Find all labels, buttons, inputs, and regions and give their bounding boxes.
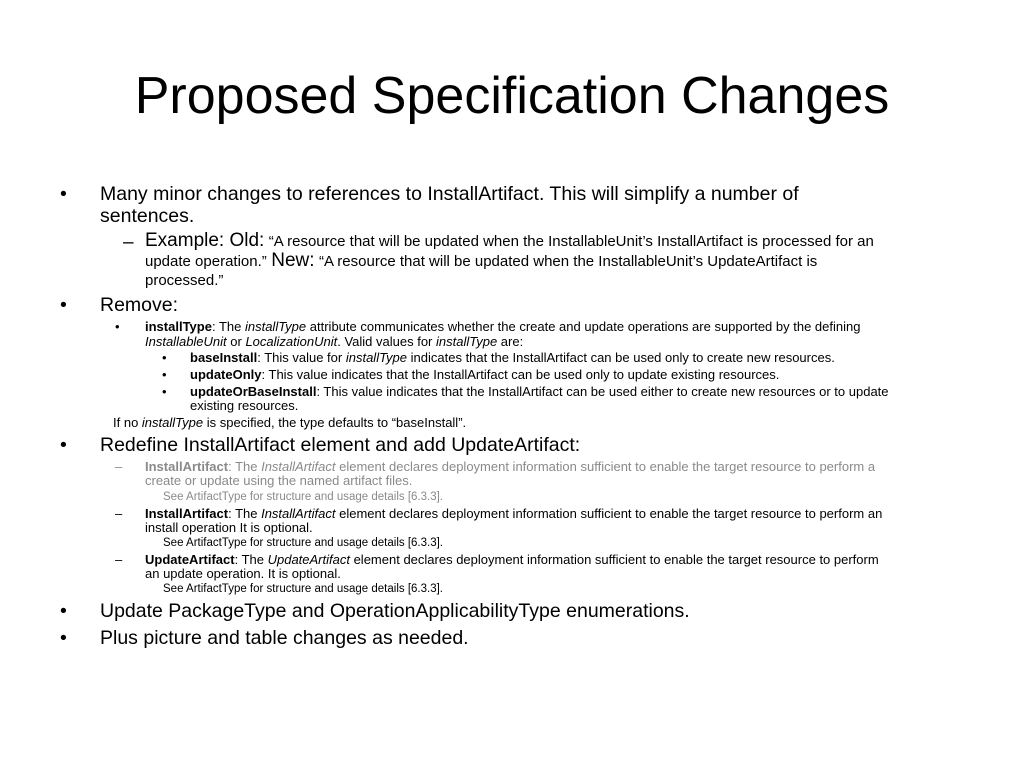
install-type-t1i: installType bbox=[244, 319, 307, 334]
install-type-t5i: LocalizationUnit bbox=[245, 334, 338, 349]
def-ai: UpdateArtifact bbox=[267, 552, 350, 567]
install-type-t8: are: bbox=[497, 334, 524, 349]
def-3-line-2: an update operation. It is optional. bbox=[145, 566, 341, 581]
slide-title: Proposed Specification Changes bbox=[134, 67, 890, 125]
install-type-t7i: installType bbox=[436, 334, 498, 349]
def-term: InstallArtifact bbox=[145, 506, 229, 521]
def-b: element declares deployment information sufficient to enable the target resource to perform bbox=[349, 552, 879, 567]
default-note bbox=[113, 415, 466, 431]
default-a: If no bbox=[113, 415, 142, 430]
def-1-see: See ArtifactType for structure and usage details [6.3.3]. bbox=[163, 491, 443, 503]
def-term: InstallArtifact bbox=[145, 459, 229, 474]
value-bullet-1: • bbox=[162, 350, 167, 365]
example-line-2 bbox=[145, 250, 817, 272]
example-old-label: Example: Old: bbox=[145, 230, 265, 251]
install-type-t2: attribute communicates whether the create and update operations are supported by the defining bbox=[306, 319, 861, 334]
example-new-text-1: “A resource that will be updated when the InstallableUnit’s UpdateArtifact is bbox=[318, 253, 818, 270]
def-3-dash: – bbox=[115, 552, 123, 567]
value-b: indicates that the InstallArtifact can be used only to create new resources. bbox=[407, 350, 835, 365]
example-new-text-2: processed.” bbox=[145, 272, 224, 289]
default-i: installType bbox=[141, 415, 204, 430]
value-a: : This value indicates that the InstallArtifact can be used either to create new resources or to update bbox=[316, 384, 889, 399]
install-type-line-2 bbox=[145, 334, 523, 350]
def-ai: InstallArtifact bbox=[261, 506, 336, 521]
bullet-5: • bbox=[60, 627, 67, 649]
def-3-see: See ArtifactType for structure and usage details [6.3.3]. bbox=[163, 583, 443, 595]
def-2-see: See ArtifactType for structure and usage details [6.3.3]. bbox=[163, 537, 443, 549]
install-type-t3i: InstallableUnit bbox=[145, 334, 227, 349]
bullet-4: • bbox=[60, 600, 67, 622]
value-a: : This value for bbox=[257, 350, 346, 365]
install-type-t4: or bbox=[226, 334, 246, 349]
default-b: is specified, the type defaults to “baseInstall”. bbox=[203, 415, 467, 430]
value-update-or-base-install-line-2: existing resources. bbox=[190, 398, 299, 413]
value-bullet-3: • bbox=[162, 384, 167, 399]
value-base-install bbox=[190, 350, 835, 366]
item-1-line-2: sentences. bbox=[100, 205, 195, 227]
install-type-term: installType bbox=[145, 319, 212, 334]
example-line-1 bbox=[145, 230, 874, 252]
value-update-only bbox=[190, 367, 779, 383]
def-2-dash: – bbox=[115, 506, 123, 521]
item-3-label: Redefine InstallArtifact element and add UpdateArtifact: bbox=[100, 434, 581, 456]
def-a: : The bbox=[234, 552, 268, 567]
value-ai: installType bbox=[345, 350, 408, 365]
example-old-text-1: “A resource that will be updated when the InstallableUnit’s InstallArtifact is processed for an bbox=[268, 233, 874, 250]
bullet-3: • bbox=[60, 434, 67, 456]
item-1-line-1: Many minor changes to references to InstallArtifact. This will simplify a number of bbox=[100, 183, 799, 205]
def-b: element declares deployment information sufficient to enable the target resource to perform a bbox=[335, 459, 876, 474]
install-type-t1: : The bbox=[211, 319, 245, 334]
install-type-bullet: • bbox=[115, 319, 120, 334]
def-a: : The bbox=[228, 506, 262, 521]
bullet-1: • bbox=[60, 183, 67, 205]
def-ai: InstallArtifact bbox=[261, 459, 336, 474]
value-a: : This value indicates that the InstallArtifact can be used only to update existing resources. bbox=[261, 367, 780, 382]
def-b: element declares deployment information sufficient to enable the target resource to perform an bbox=[335, 506, 883, 521]
def-term: UpdateArtifact bbox=[145, 552, 235, 567]
item-2-label: Remove: bbox=[100, 294, 179, 316]
def-2-line-2: install operation It is optional. bbox=[145, 520, 313, 535]
example-new-label: New: bbox=[271, 250, 315, 271]
item-4-label: Update PackageType and OperationApplicabilityType enumerations. bbox=[100, 600, 690, 622]
def-1-line-2: create or update using the named artifact files. bbox=[145, 473, 413, 488]
value-term: updateOrBaseInstall bbox=[190, 384, 317, 399]
value-bullet-2: • bbox=[162, 367, 167, 382]
item-5-label: Plus picture and table changes as needed. bbox=[100, 627, 469, 649]
dash-1: – bbox=[123, 232, 134, 253]
install-type-line-1 bbox=[145, 319, 860, 335]
install-type-t6: . Valid values for bbox=[337, 334, 436, 349]
value-term: updateOnly bbox=[190, 367, 262, 382]
value-term: baseInstall bbox=[190, 350, 258, 365]
example-old-text-2: update operation.” bbox=[145, 253, 267, 270]
bullet-2: • bbox=[60, 294, 67, 316]
def-a: : The bbox=[228, 459, 262, 474]
def-1-dash: – bbox=[115, 459, 123, 474]
